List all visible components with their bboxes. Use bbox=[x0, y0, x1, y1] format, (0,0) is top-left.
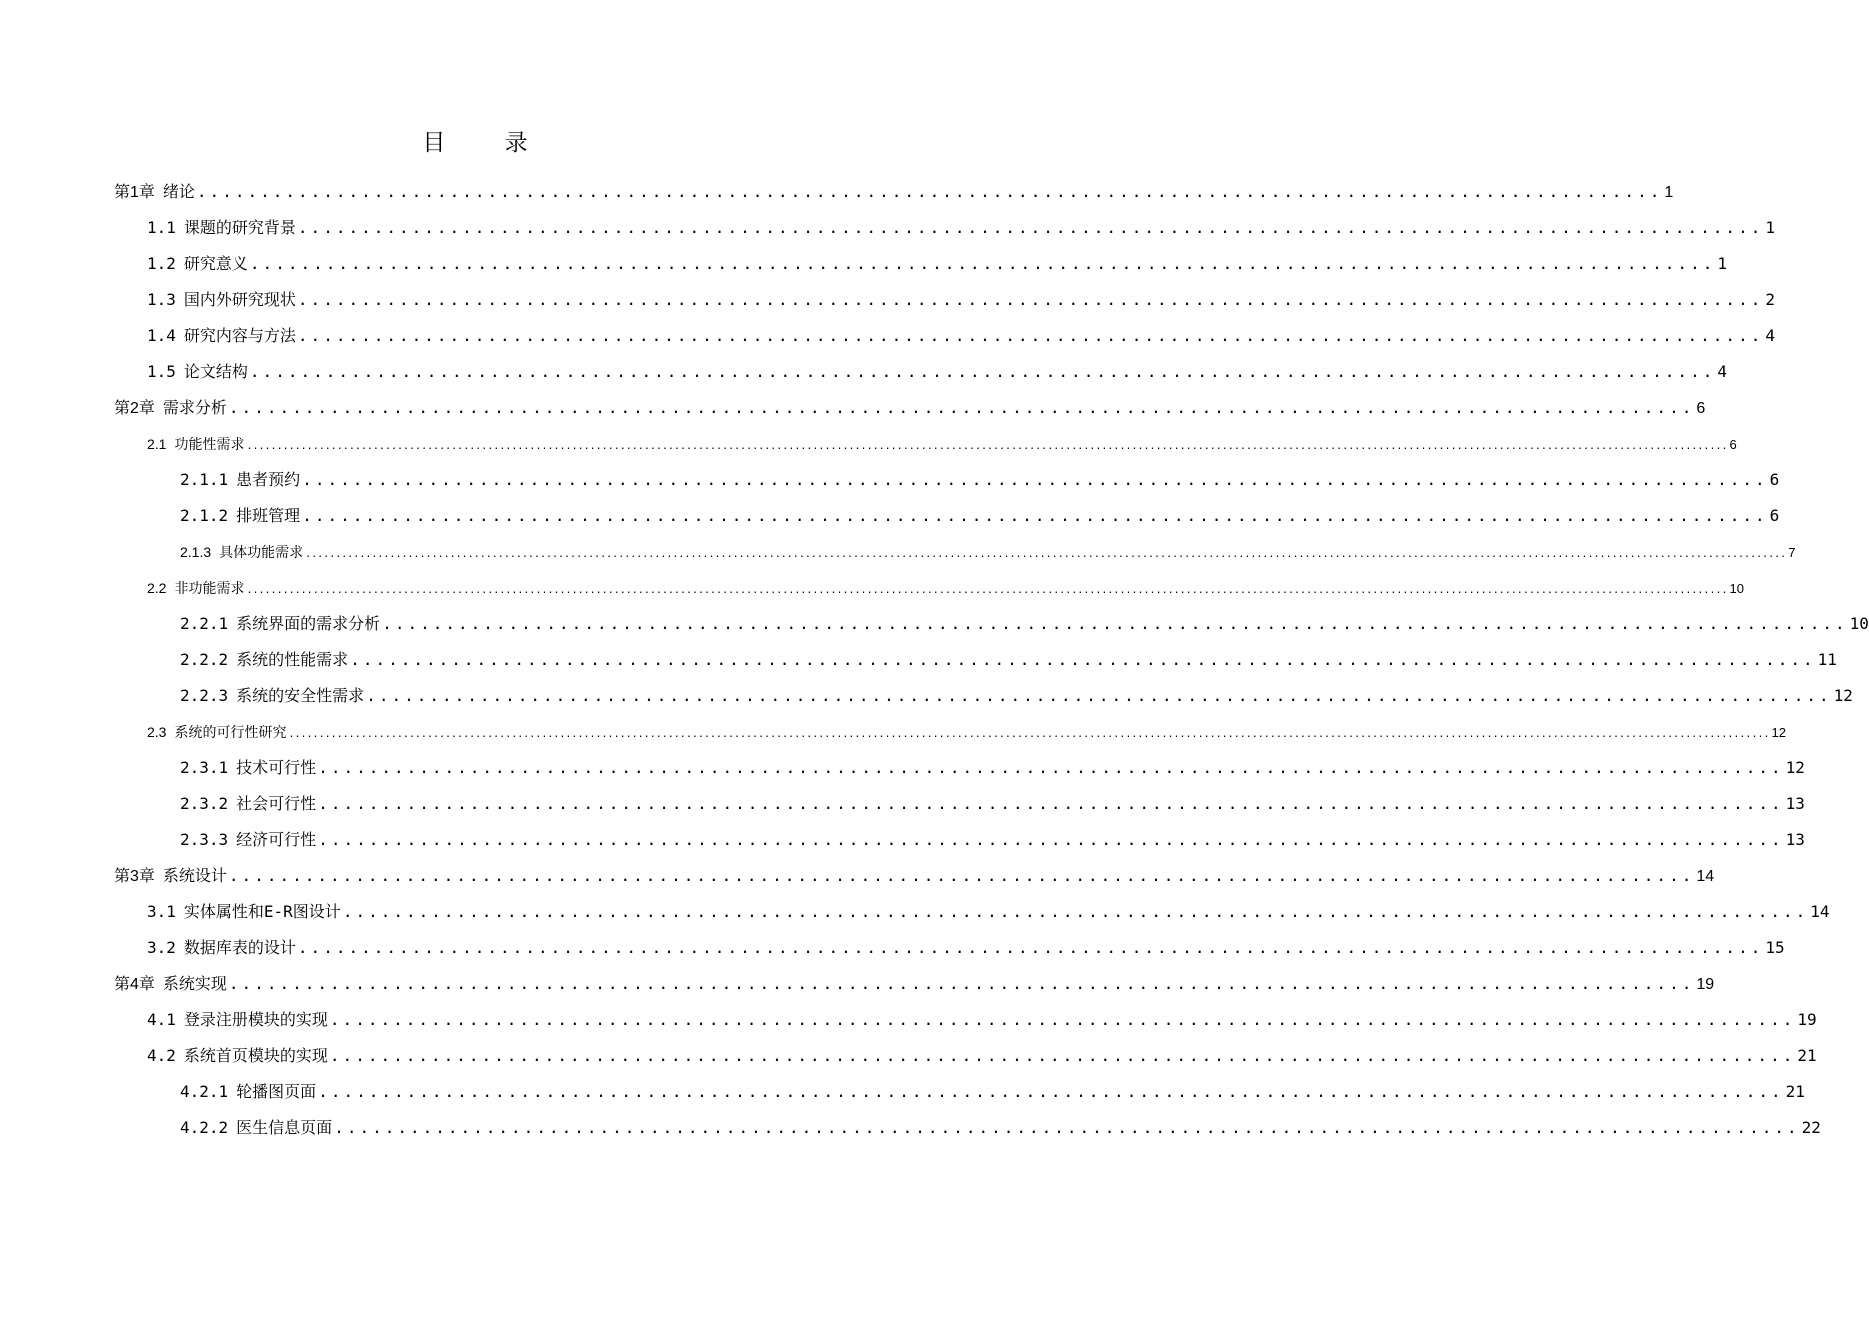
toc-entry[interactable] bbox=[147, 930, 1785, 966]
toc-entry-title: 系统实现 bbox=[162, 976, 227, 993]
toc-entry[interactable] bbox=[147, 282, 1775, 318]
toc-entry[interactable] bbox=[180, 534, 1796, 570]
toc-entry-page: 10 bbox=[1849, 614, 1869, 633]
toc-entry[interactable] bbox=[180, 750, 1805, 786]
toc-entry-number: 2.2.3 bbox=[180, 686, 229, 705]
toc-entry-page: 7 bbox=[1788, 545, 1796, 560]
toc-entry-page: 10 bbox=[1729, 581, 1744, 596]
toc-entry-number: 2.3.2 bbox=[180, 794, 229, 813]
toc-entry-page: 19 bbox=[1696, 976, 1715, 993]
dot-leader: .................................................................................................................... bbox=[196, 182, 1663, 201]
toc-entry-title: 轮播图页面 bbox=[236, 1082, 317, 1101]
toc-entry-title: 排班管理 bbox=[236, 506, 301, 525]
toc-entry-page: 6 bbox=[1769, 470, 1780, 489]
toc-entry[interactable] bbox=[180, 678, 1853, 714]
toc-entry[interactable] bbox=[180, 642, 1837, 678]
toc-entry-page: 13 bbox=[1785, 794, 1805, 813]
toc-entry-number: 1.3 bbox=[147, 290, 176, 309]
toc-entry-page: 4 bbox=[1765, 326, 1775, 345]
dot-leader: .................................................................................................................... bbox=[249, 362, 1716, 381]
toc-entry-title: 绪论 bbox=[162, 184, 195, 201]
dot-leader: .................................................................................................................... bbox=[297, 938, 1764, 957]
toc-entry-page: 21 bbox=[1797, 1046, 1817, 1065]
toc-entry[interactable] bbox=[147, 354, 1727, 390]
toc-entry-title: 登录注册模块的实现 bbox=[183, 1010, 328, 1029]
toc-entry-page: 2 bbox=[1765, 290, 1775, 309]
toc-entry-title: 数据库表的设计 bbox=[183, 938, 296, 957]
toc-entry[interactable] bbox=[180, 786, 1805, 822]
toc-entry-page: 14 bbox=[1810, 902, 1830, 921]
toc-entry-title: 系统的性能需求 bbox=[236, 650, 349, 669]
toc-entry-number: 4.2 bbox=[147, 1046, 176, 1065]
toc-entry-number: 2.1.1 bbox=[180, 470, 229, 489]
dot-leader: .................................................................................................................... bbox=[329, 1010, 1796, 1029]
toc-entry[interactable] bbox=[114, 390, 1706, 426]
toc-entry-title: 系统首页模块的实现 bbox=[183, 1046, 328, 1065]
toc-entry-page: 19 bbox=[1797, 1010, 1817, 1029]
toc-entry-title: 系统设计 bbox=[162, 868, 227, 885]
toc-entry[interactable] bbox=[147, 318, 1775, 354]
toc-entry-page: 11 bbox=[1817, 650, 1837, 669]
toc-entry[interactable] bbox=[147, 210, 1775, 246]
toc-entry-number: 第1章 bbox=[114, 184, 155, 201]
toc-entry[interactable] bbox=[147, 1038, 1817, 1074]
dot-leader: ...................................................................................................................................................................................................................................................... bbox=[246, 441, 1728, 452]
dot-leader: .................................................................................................................... bbox=[342, 902, 1809, 921]
toc-entry-number: 2.2.2 bbox=[180, 650, 229, 669]
toc-entry-number: 2.3.1 bbox=[180, 758, 229, 777]
toc-entry-page: 6 bbox=[1769, 506, 1780, 525]
toc-entry-number: 2.1.2 bbox=[180, 506, 229, 525]
toc-entry-number: 1.4 bbox=[147, 326, 176, 345]
toc-entry[interactable] bbox=[180, 462, 1780, 498]
toc-entry-page: 14 bbox=[1696, 868, 1715, 885]
toc-entry[interactable] bbox=[114, 174, 1674, 210]
toc-entry-title: 技术可行性 bbox=[236, 758, 317, 777]
toc-entry-page: 21 bbox=[1785, 1082, 1805, 1101]
toc-entry-title: 医生信息页面 bbox=[236, 1118, 333, 1137]
toc-entry[interactable] bbox=[114, 858, 1715, 894]
dot-leader: .................................................................................................................... bbox=[318, 758, 1784, 777]
toc-entry-title: 研究内容与方法 bbox=[183, 326, 296, 345]
toc-entry-title: 社会可行性 bbox=[236, 794, 317, 813]
dot-leader: ...................................................................................................................................................................................................................................................... bbox=[246, 585, 1728, 596]
toc-entry-title: 国内外研究现状 bbox=[183, 290, 296, 309]
toc-entry[interactable] bbox=[147, 570, 1744, 606]
toc-entry-page: 12 bbox=[1771, 725, 1786, 740]
dot-leader: .................................................................................................................... bbox=[382, 614, 1848, 633]
toc-entry[interactable] bbox=[147, 246, 1727, 282]
dot-leader: .................................................................................................................... bbox=[228, 398, 1695, 417]
toc-entry-number: 1.2 bbox=[147, 254, 176, 273]
toc-entry-title: 功能性需求 bbox=[174, 436, 245, 452]
toc-entry-page: 6 bbox=[1729, 437, 1737, 452]
dot-leader: .................................................................................................................... bbox=[297, 290, 1764, 309]
toc-entry-number: 4.2.2 bbox=[180, 1118, 229, 1137]
toc-entry-page: 1 bbox=[1664, 184, 1674, 201]
dot-leader: .................................................................................................................... bbox=[329, 1046, 1796, 1065]
dot-leader: .................................................................................................................... bbox=[318, 1082, 1784, 1101]
toc-entry-page: 4 bbox=[1717, 362, 1727, 381]
toc-entry-page: 1 bbox=[1717, 254, 1727, 273]
toc-entry-page: 13 bbox=[1785, 830, 1805, 849]
dot-leader: .................................................................................................................... bbox=[366, 686, 1832, 705]
dot-leader: .................................................................................................................... bbox=[318, 794, 1784, 813]
toc-entry-title: 课题的研究背景 bbox=[183, 218, 296, 237]
toc-entry-number: 1.5 bbox=[147, 362, 176, 381]
toc-entry-title: 研究意义 bbox=[183, 254, 248, 273]
dot-leader: .................................................................................................................... bbox=[297, 218, 1764, 237]
dot-leader: .................................................................................................................... bbox=[350, 650, 1816, 669]
toc-entry-title: 系统的安全性需求 bbox=[236, 686, 365, 705]
toc-entry[interactable] bbox=[180, 498, 1780, 534]
toc-entry-title: 实体属性和E-R图设计 bbox=[183, 902, 341, 921]
dot-leader: .................................................................................................................... bbox=[249, 254, 1716, 273]
toc-entry-title: 具体功能需求 bbox=[219, 544, 304, 560]
toc-entry-number: 3.1 bbox=[147, 902, 176, 921]
toc-entry-page: 1 bbox=[1765, 218, 1775, 237]
toc-entry[interactable] bbox=[180, 822, 1805, 858]
toc-entry-number: 3.2 bbox=[147, 938, 176, 957]
toc-entry-number: 4.2.1 bbox=[180, 1082, 229, 1101]
dot-leader: .................................................................................................................... bbox=[297, 326, 1764, 345]
dot-leader: .................................................................................................................... bbox=[228, 866, 1695, 885]
toc-entry-number: 2.3.3 bbox=[180, 830, 229, 849]
toc-entry-title: 患者预约 bbox=[236, 470, 301, 489]
page-title: 目 录 bbox=[422, 130, 554, 156]
dot-leader: .................................................................................................................... bbox=[228, 974, 1695, 993]
toc-entry[interactable] bbox=[147, 426, 1737, 462]
toc-entry-number: 第3章 bbox=[114, 868, 155, 885]
dot-leader: ...................................................................................................................................................................................................................................................... bbox=[305, 549, 1787, 560]
dot-leader: .................................................................................................................... bbox=[334, 1118, 1800, 1137]
toc-entry-number: 2.1.3 bbox=[180, 544, 212, 560]
toc-entry[interactable] bbox=[180, 1074, 1805, 1110]
toc-entry[interactable] bbox=[147, 894, 1830, 930]
toc-entry-number: 1.1 bbox=[147, 218, 176, 237]
toc-entry[interactable] bbox=[180, 1110, 1821, 1146]
toc-entry-number: 2.2 bbox=[147, 580, 167, 596]
toc-entry-title: 需求分析 bbox=[162, 400, 227, 417]
dot-leader: .................................................................................................................... bbox=[302, 506, 1768, 525]
toc-entry-number: 4.1 bbox=[147, 1010, 176, 1029]
toc-entry[interactable] bbox=[147, 1002, 1817, 1038]
dot-leader: .................................................................................................................... bbox=[302, 470, 1768, 489]
toc-entry[interactable] bbox=[114, 966, 1715, 1002]
toc-entry-page: 12 bbox=[1785, 758, 1805, 777]
toc-entry-title: 非功能需求 bbox=[174, 580, 245, 596]
toc-entry-number: 2.2.1 bbox=[180, 614, 229, 633]
toc-entry-number: 2.1 bbox=[147, 436, 167, 452]
dot-leader: .................................................................................................................... bbox=[318, 830, 1784, 849]
toc-entry-page: 6 bbox=[1696, 400, 1706, 417]
toc-entry-title: 论文结构 bbox=[183, 362, 248, 381]
toc-entry-number: 第2章 bbox=[114, 400, 155, 417]
toc-entry[interactable] bbox=[147, 714, 1786, 750]
toc-entry-title: 系统的可行性研究 bbox=[174, 724, 287, 740]
dot-leader: ...................................................................................................................................................................................................................................................... bbox=[288, 729, 1770, 740]
toc-entry[interactable] bbox=[180, 606, 1869, 642]
toc-entry-page: 15 bbox=[1765, 938, 1785, 957]
toc-entry-number: 2.3 bbox=[147, 724, 167, 740]
toc-entry-title: 经济可行性 bbox=[236, 830, 317, 849]
toc-entry-page: 22 bbox=[1801, 1118, 1821, 1137]
toc-entry-page: 12 bbox=[1833, 686, 1853, 705]
toc-entry-title: 系统界面的需求分析 bbox=[236, 614, 381, 633]
toc-entry-number: 第4章 bbox=[114, 976, 155, 993]
